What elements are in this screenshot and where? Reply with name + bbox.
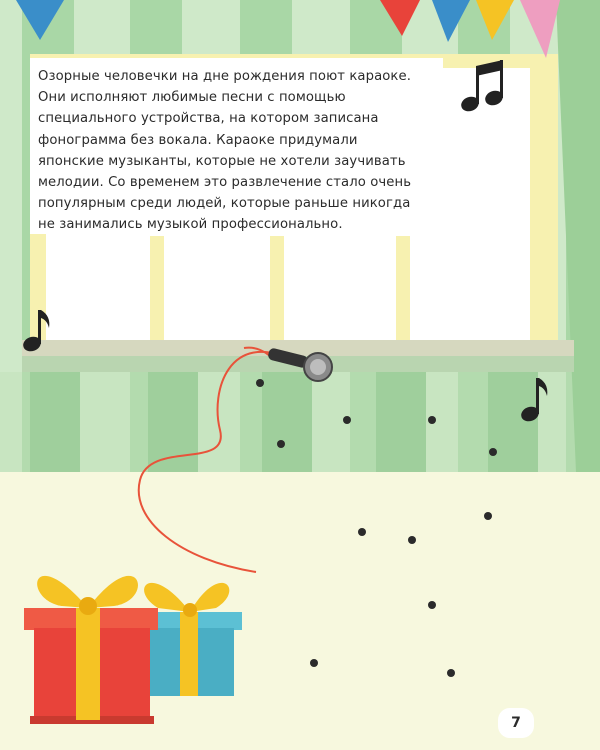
text-line: популярным среди людей, которые раньше никогда xyxy=(38,196,411,212)
text-line: фонограмма без вокала. Караоке придумали xyxy=(38,132,358,148)
text-line: японские музыканты, которые не хотели заучивать xyxy=(38,153,406,169)
text-line: Озорные человечки на дне рождения поют караоке. xyxy=(38,69,411,84)
text-line: специального устройства, на котором записана xyxy=(38,111,379,127)
text-line: Они исполняют любимые песни с помощью xyxy=(38,90,346,106)
story-text-box xyxy=(30,58,443,234)
story-text xyxy=(38,66,435,236)
text-line: не занимались музыкой профессионально. xyxy=(38,217,343,233)
page-number: 7 xyxy=(498,708,534,738)
text-line: мелодии. Со временем это развлечение стало очень xyxy=(38,175,412,191)
